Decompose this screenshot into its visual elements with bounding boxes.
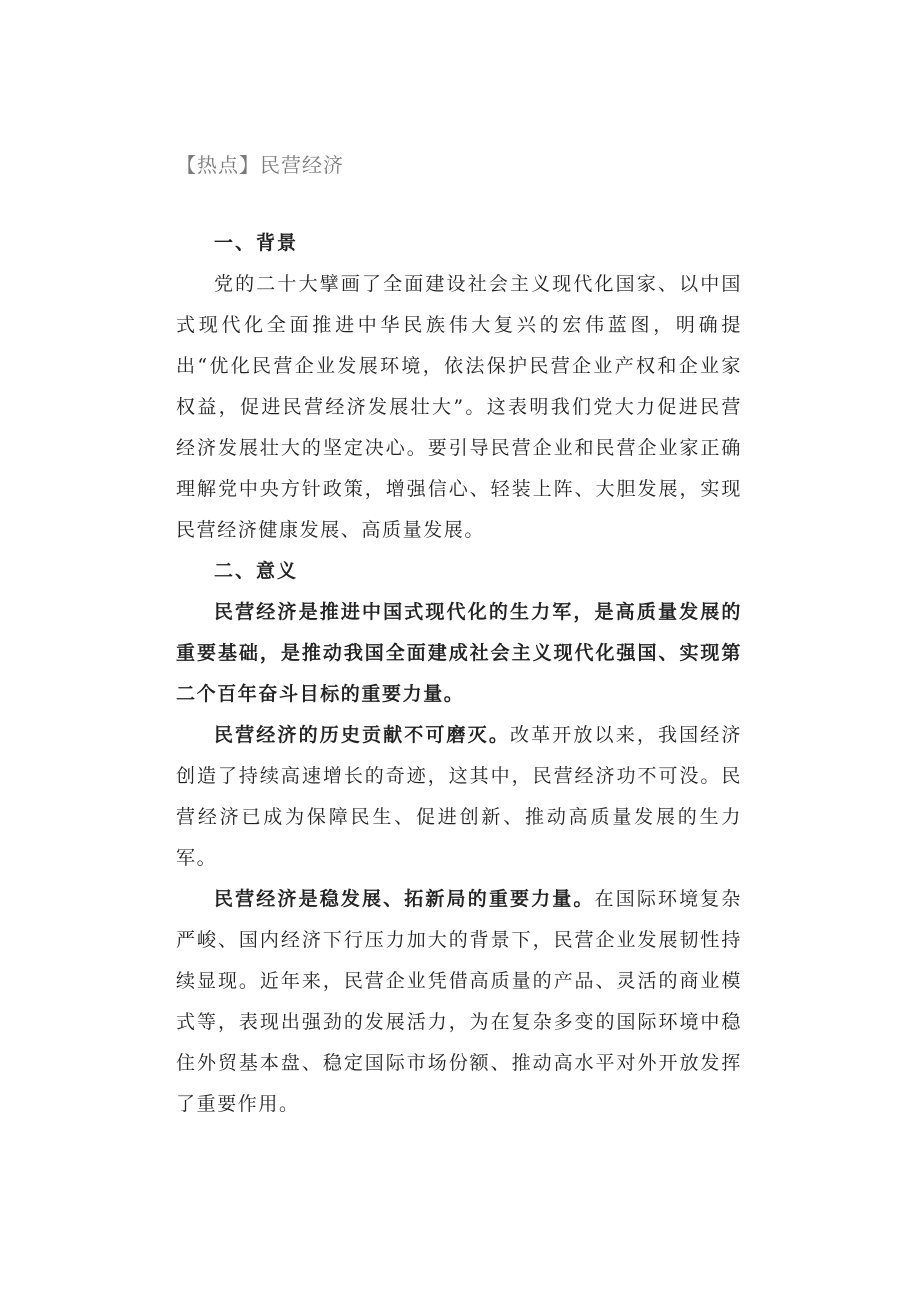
paragraph-lead: 民营经济是推进中国式现代化的生力军，是高质量发展的重要基础，是推动我国全面建成社会主义现代化强国、实现第二个百年奋斗目标的重要力量。	[176, 601, 742, 705]
paragraph-lead: 民营经济的历史贡献不可磨灭。	[214, 724, 510, 746]
paragraph-lead: 民营经济是稳发展、拓新局的重要力量。	[214, 888, 595, 910]
paragraph-background	[176, 264, 742, 551]
paragraph-significance-summary	[176, 592, 742, 715]
section-heading-background: 一、背景	[214, 232, 299, 254]
article-body	[176, 223, 742, 1125]
paragraph-text: 改革开放以来，我国经济创造了持续高速增长的奇迹，这其中，民营经济功不可没。民营经济已成为保障民生、促进创新、推动高质量发展的生力军。	[176, 724, 742, 869]
page-title: 【热点】民营经济	[176, 153, 344, 177]
paragraph-stabilizing-force	[176, 879, 742, 1125]
paragraph-historical-contribution	[176, 715, 742, 879]
section-heading-significance: 二、意义	[214, 560, 299, 582]
paragraph-text: 在国际环境复杂严峻、国内经济下行压力加大的背景下，民营企业发展韧性持续显现。近年来，民营企业凭借高质量的产品、灵活的商业模式等，表现出强劲的发展活力，为在复杂多变的国际环境中稳住外贸基本盘、稳定国际市场份额、推动高水平对外开放发挥了重要作用。	[176, 888, 742, 1115]
paragraph-text: 党的二十大擘画了全面建设社会主义现代化国家、以中国式现代化全面推进中华民族伟大复兴的宏伟蓝图，明确提出“优化民营企业发展环境，依法保护民营企业产权和企业家权益，促进民营经济发展壮大”。这表明我们党大力促进民营经济发展壮大的坚定决心。要引导民营企业和民营企业家正确理解党中央方针政策，增强信心、轻装上阵、大胆发展，实现民营经济健康发展、高质量发展。	[176, 273, 742, 541]
